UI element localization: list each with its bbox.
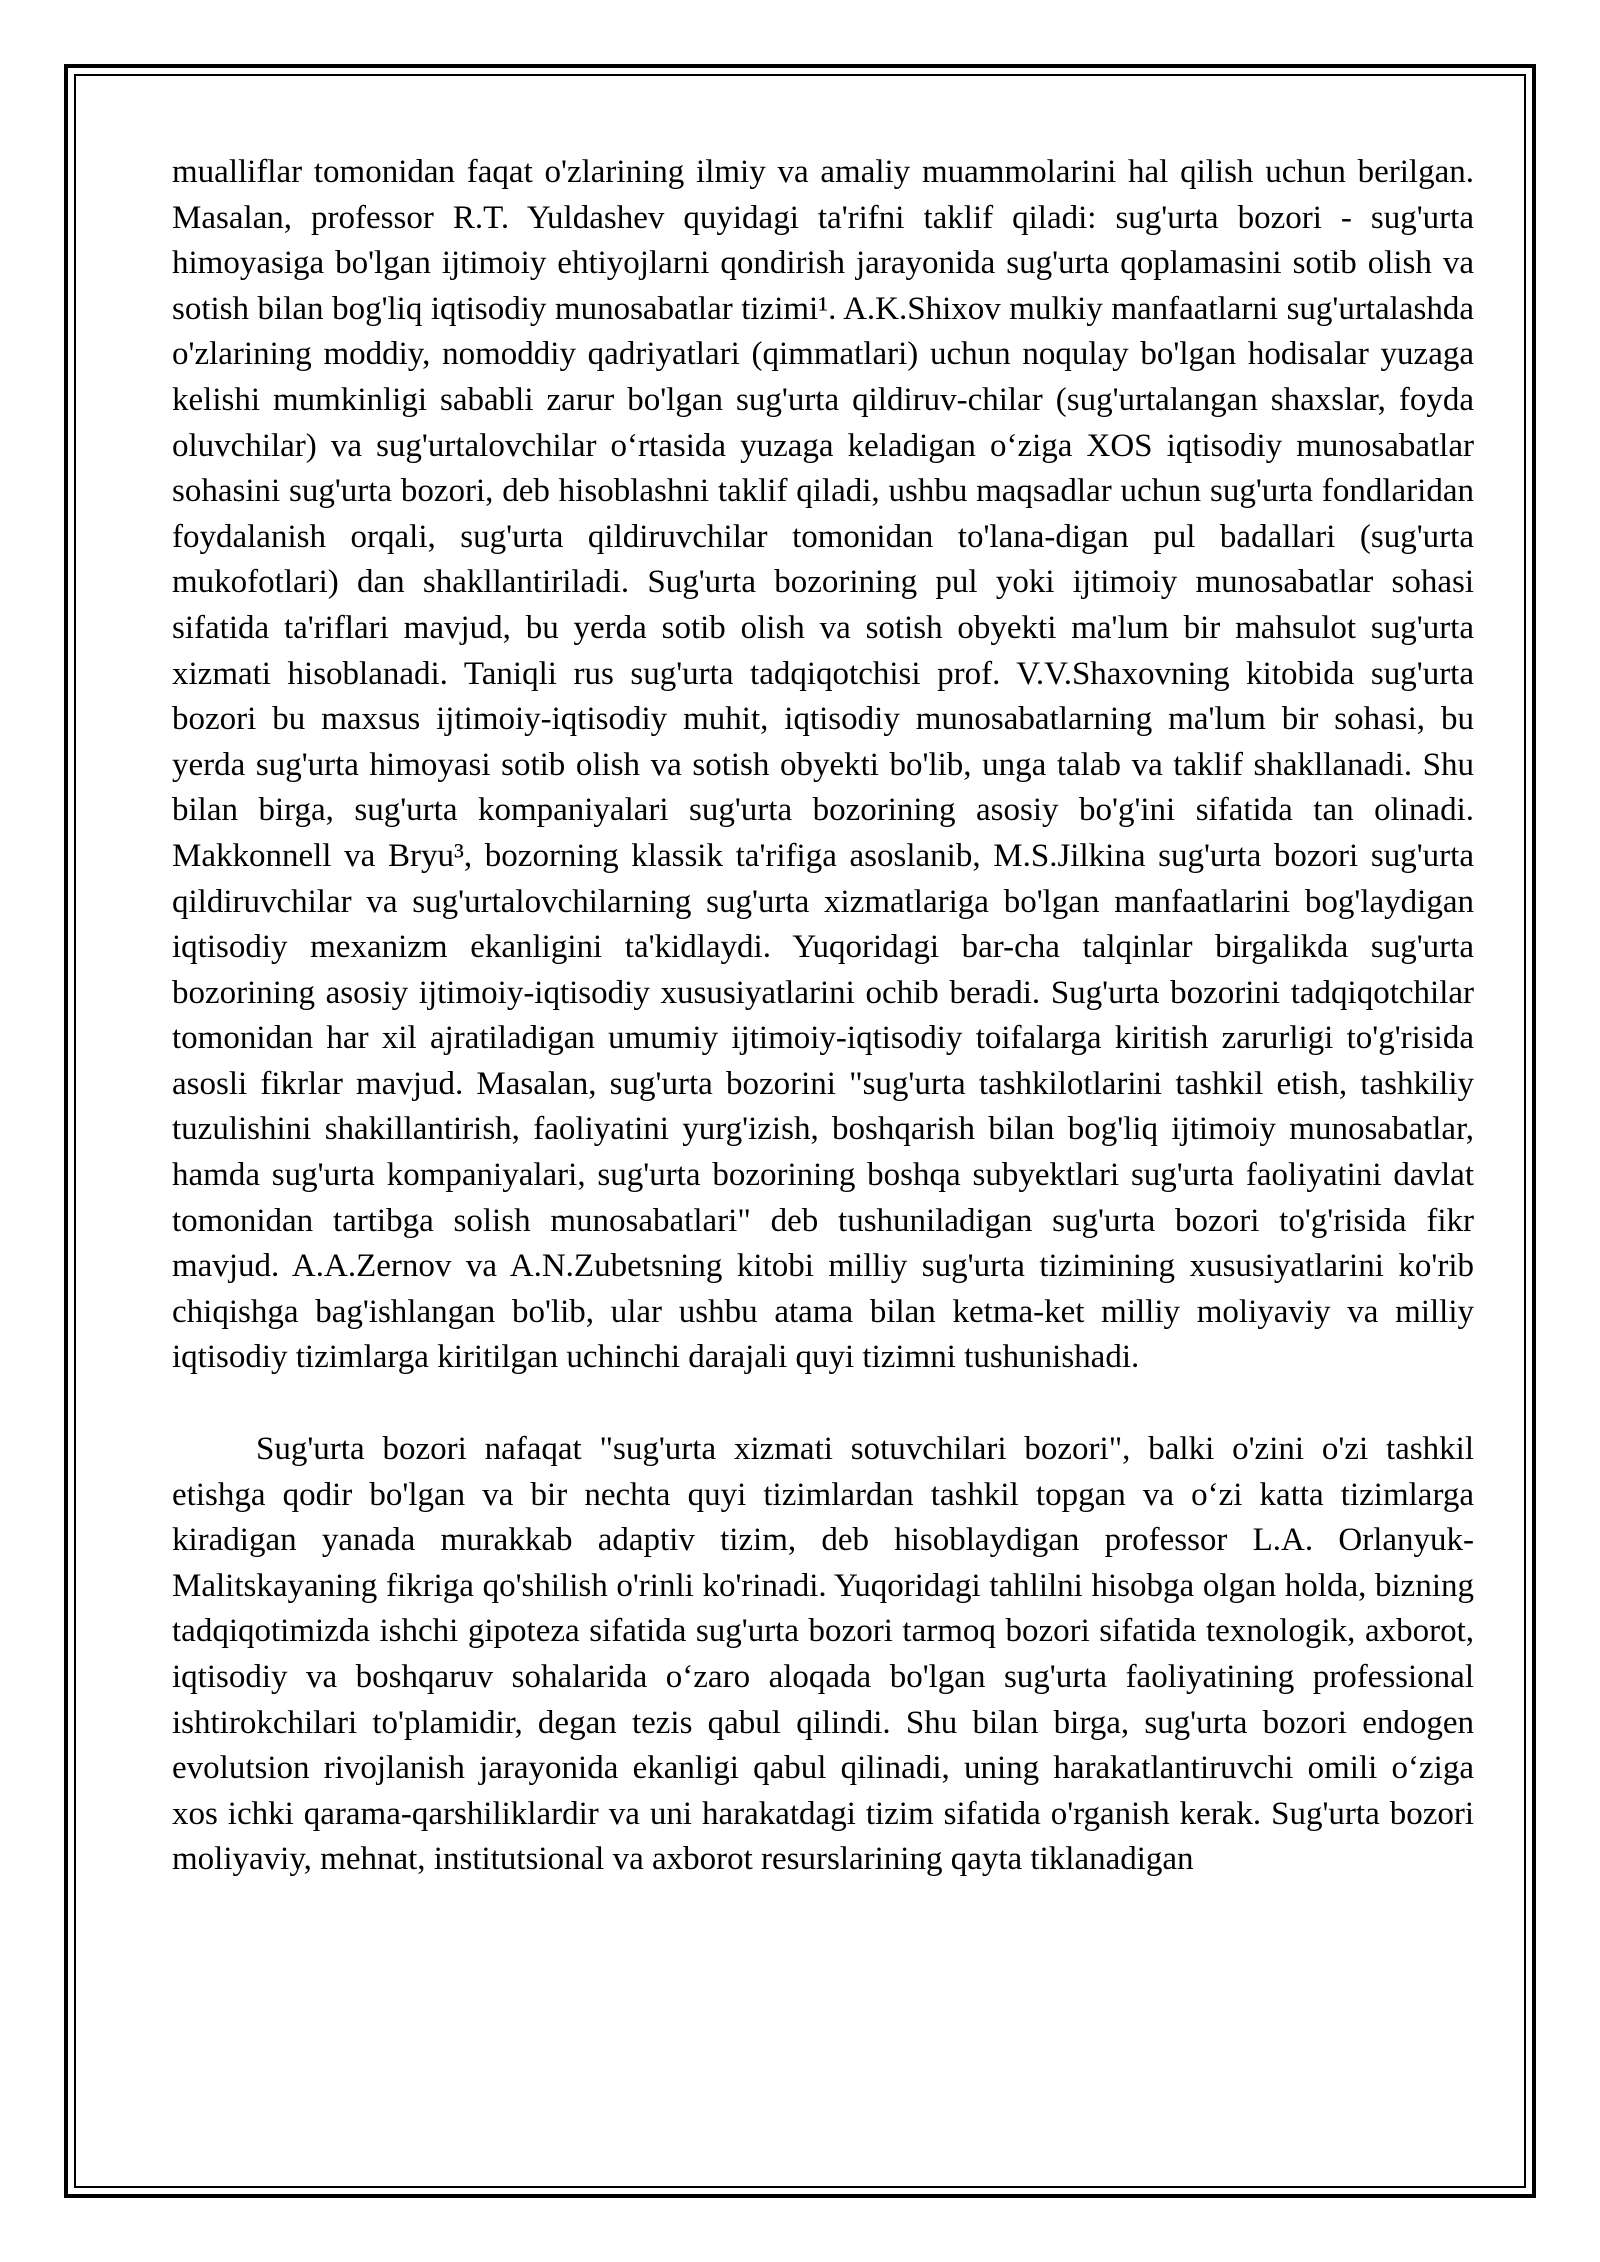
document-body: [172, 150, 1474, 1883]
paragraph-1: mualliflar tomonidan faqat o'zlarining ilmiy va amaliy muammolarini hal qilish uchun berilgan. Masalan, professor R.T. Yuldashev quyidagi ta'rifni taklif qiladi: sug'urta bozori - sug'urta himoyasiga bo'lgan ijtimoiy ehtiyojlarni qondirish jarayonida sug'urta qoplamasini sotib olish va sotish bilan bog'liq iqtisodiy munosabatlar tizimi¹. A.K.Shixov mulkiy manfaatlarni sug'urtalashda o'zlarining moddiy, nomoddiy qadriyatlari (qimmatlari) uchun noqulay bo'lgan hodisalar yuzaga kelishi mumkinligi sababli zarur bo'lgan sug'urta qildiruv-chilar (sug'urtalangan shaxslar, foyda oluvchilar) va sug'urtalovchilar o‘rtasida yuzaga keladigan o‘ziga XOS iqtisodiy munosabatlar sohasini sug'urta bozori, deb hisoblashni taklif qiladi, ushbu maqsadlar uchun sug'urta fondlaridan foydalanish orqali, sug'urta qildiruvchilar tomonidan to'lana-digan pul badallari (sug'urta mukofotlari) dan shakllantiriladi. Sug'urta bozorining pul yoki ijtimoiy munosabatlar sohasi sifatida ta'riflari mavjud, bu yerda sotib olish va sotish obyekti ma'lum bir mahsulot sug'urta xizmati hisoblanadi. Taniqli rus sug'urta tadqiqotchisi prof. V.V.Shaxovning kitobida sug'urta bozori bu maxsus ijtimoiy-iqtisodiy muhit, iqtisodiy munosabatlarning ma'lum bir sohasi, bu yerda sug'urta himoyasi sotib olish va sotish obyekti bo'lib, unga talab va taklif shakllanadi. Shu bilan birga, sug'urta kompaniyalari sug'urta bozorining asosiy bo'g'ini sifatida tan olinadi. Makkonnell va Bryu³, bozorning klassik ta'rifiga asoslanib, M.S.Jilkina sug'urta bozori sug'urta qildiruvchilar va sug'urtalovchilarning sug'urta xizmatlariga bo'lgan manfaatlarini bog'laydigan iqtisodiy mexanizm ekanligini ta'kidlaydi. Yuqoridagi bar-cha talqinlar birgalikda sug'urta bozorining asosiy ijtimoiy-iqtisodiy xususiyatlarini ochib beradi. Sug'urta bozorini tadqiqotchilar tomonidan har xil ajratiladigan umumiy ijtimoiy-iqtisodiy toifalarga kiritish zarurligi to'g'risida asosli fikrlar mavjud. Masalan, sug'urta bozorini "sug'urta tashkilotlarini tashkil etish, tashkiliy tuzulishini shakillantirish, faoliyatini yurg'izish, boshqarish bilan bog'liq ijtimoiy munosabatlar, hamda sug'urta kompaniyalari, sug'urta bozorining boshqa subyektlari sug'urta faoliyatini davlat tomonidan tartibga solish munosabatlari" deb tushuniladigan sug'urta bozori to'g'risida fikr mavjud. A.A.Zernov va A.N.Zubetsning kitobi milliy sug'urta tizimining xususiyatlarini ko'rib chiqishga bag'ishlangan bo'lib, ular ushbu atama bilan ketma-ket milliy moliyaviy va milliy iqtisodiy tizimlarga kiritilgan uchinchi darajali quyi tizimni tushunishadi.: [172, 154, 1474, 1376]
paragraph-2: Sug'urta bozori nafaqat "sug'urta xizmati sotuvchilari bozori", balki o'zini o'zi tashkil etishga qodir bo'lgan va bir nechta quyi tizimlardan tashkil topgan va o‘zi katta tizimlarga kiradigan yanada murakkab adaptiv tizim, deb hisoblaydigan professor L.A. Orlanyuk-Malitskayaning fikriga qo'shilish o'rinli ko'rinadi. Yuqoridagi tahlilni hisobga olgan holda, bizning tadqiqotimizda ishchi gipoteza sifatida sug'urta bozori tarmoq bozori sifatida texnologik, axborot, iqtisodiy va boshqaruv sohalarida o‘zaro aloqada bo'lgan sug'urta faoliyatining professional ishtirokchilari to'plamidir, degan tezis qabul qilindi. Shu bilan birga, sug'urta bozori endogen evolutsion rivojlanish jarayonida ekanligi qabul qilinadi, uning harakatlantiruvchi omili o‘ziga xos ichki qarama-qarshiliklardir va uni harakatdagi tizim sifatida o'rganish kerak. Sug'urta bozori moliyaviy, mehnat, institutsional va axborot resurslarining qayta tiklanadigan: [172, 1431, 1474, 1878]
